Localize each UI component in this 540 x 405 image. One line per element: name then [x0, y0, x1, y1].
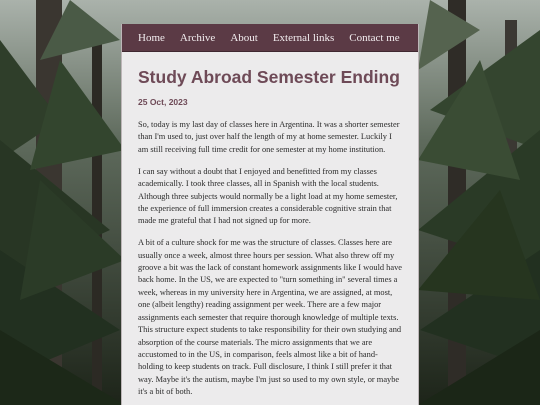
nav-external-links[interactable]: External links [272, 31, 335, 44]
nav-archive[interactable]: Archive [179, 31, 216, 44]
post-title: Study Abroad Semester Ending [138, 67, 400, 87]
blog-post-card [121, 24, 419, 405]
post-date: 25 Oct, 2023 [138, 97, 188, 107]
post-paragraph: A bit of a culture shock for me was the structure of classes. Classes here are usually once a week, almost three hours per session. What also threw off my groove a bit was the lack of constant homework assignments like I would have back home. In the US, we are expected to "turn something in" several times a week, whereas in my university here in Argentina, we are assigned, at most, one (albeit lengthy) reading assignment per week. There are a few major assignments each semester that require thorough knowledge of multiple texts. This structure expect students to take responsibility for their own studying and absorption of the course materials. The micro assignments that we are accustomed to in the US, in comparison, feels almost like a bit of hand-holding to keep students on track. Full disclosure, I think I still prefer it that way. Maybe it's the autism, maybe I'm just so used to my own style, or maybe it's a bit of both. [138, 238, 402, 397]
post-paragraph: I can say without a doubt that I enjoyed and benefitted from my classes academically. I took three classes, all in Spanish with the local students. Although three subjects would normally be a light load at my home semester, the experience of full immersion creates a considerable cognitive strain that made me grateful that I had not signed up for more. [138, 166, 398, 226]
post-paragraph: So, today is my last day of classes here in Argentina. It was a shorter semester than I'm used to, just over half the length of my at home semester. Luckily I am still receiving full time credit for one semester at my home institution. [138, 120, 400, 154]
nav-home[interactable]: Home [138, 31, 165, 44]
top-nav [122, 24, 418, 52]
nav-contact-me[interactable]: Contact me [349, 31, 400, 44]
nav-about[interactable]: About [230, 31, 258, 44]
post-content [122, 52, 418, 399]
